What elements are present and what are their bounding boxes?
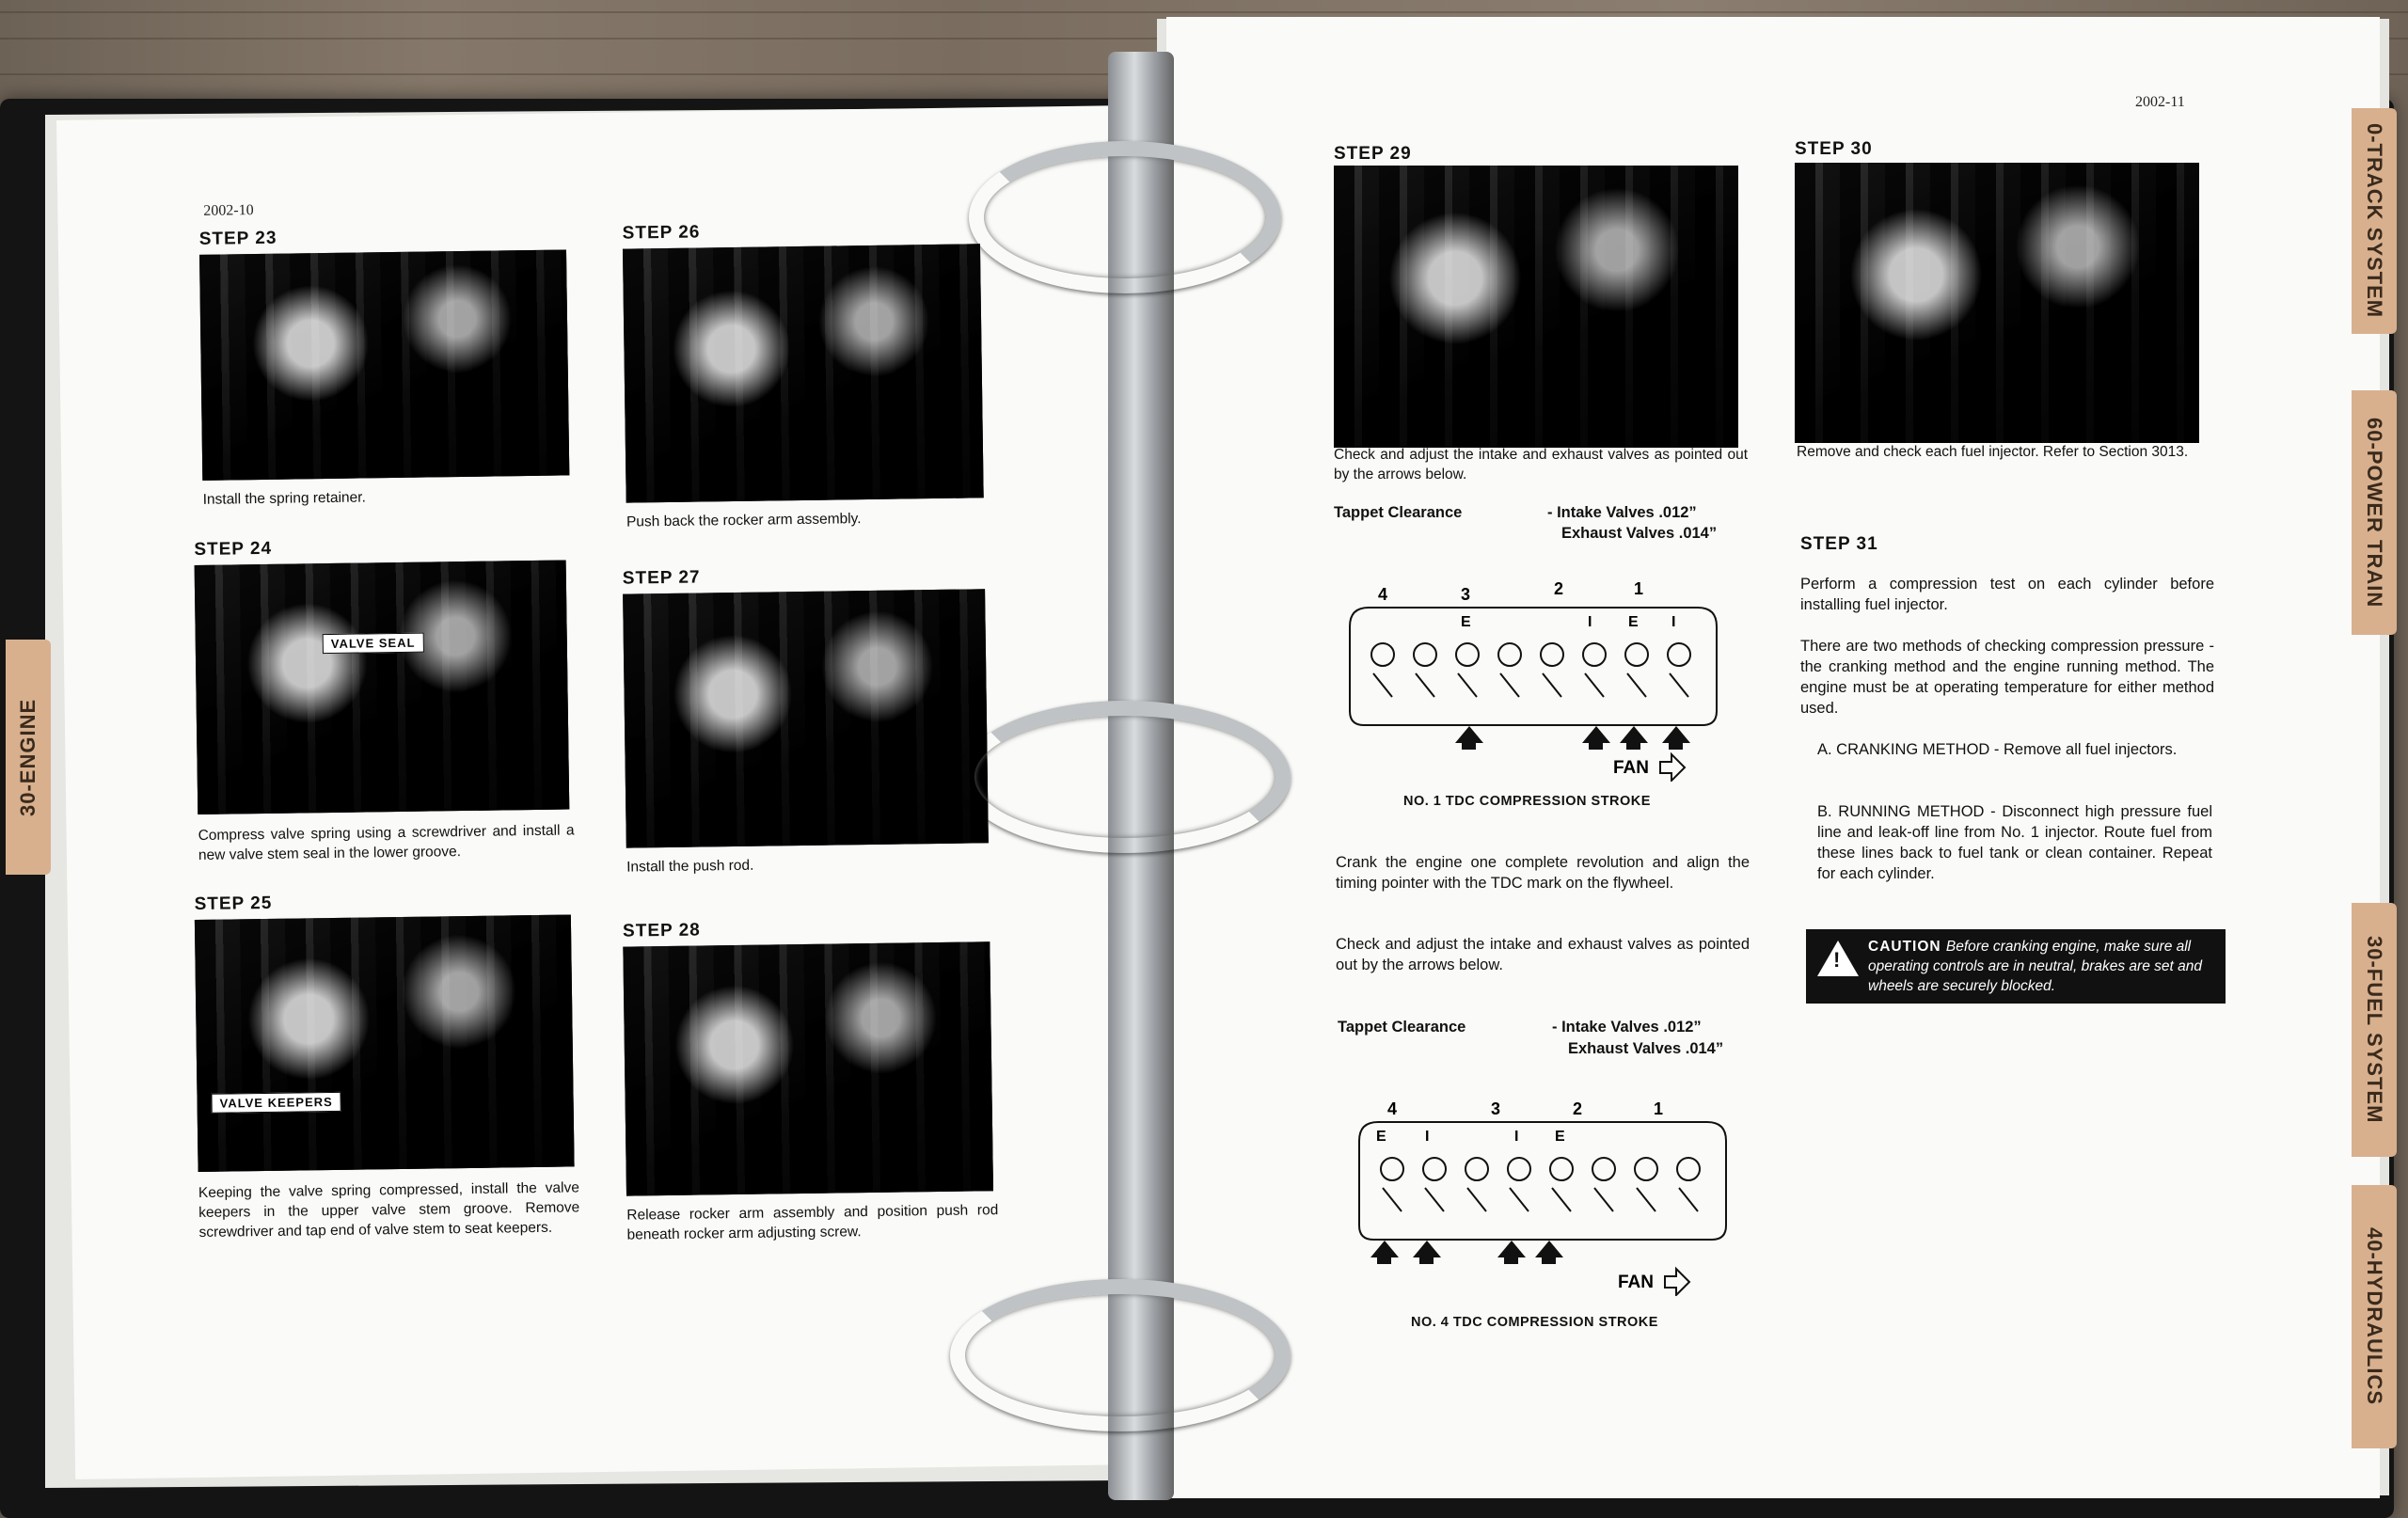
step-28-caption: Release rocker arm assembly and position push rod beneath rocker arm adjusting screw. xyxy=(626,1202,999,1243)
right-page xyxy=(1166,17,2380,1498)
fan-label: FAN xyxy=(1618,1273,1654,1292)
step-30-label: STEP 30 xyxy=(1795,139,1873,159)
intake-clearance-2: - Intake Valves .012” xyxy=(1552,1019,1702,1036)
tab-hydraulics[interactable]: 40-HYDRAULICS xyxy=(2352,1185,2397,1448)
valve-seal-label: VALVE SEAL xyxy=(323,633,424,655)
tab-power-train[interactable]: 60-POWER TRAIN xyxy=(2352,390,2397,635)
tappet-clearance-label-2: Tappet Clearance xyxy=(1338,1019,1466,1036)
diagram-2-caption: NO. 4 TDC COMPRESSION STROKE xyxy=(1411,1315,1658,1330)
step-24-caption: Compress valve spring using a screwdriver and install a new valve stem seal in the lower groove. xyxy=(198,822,575,863)
valve-letter: I xyxy=(1425,1129,1430,1145)
cyl-label: 3 xyxy=(1461,585,1471,604)
valve-letter: E xyxy=(1628,614,1639,630)
caution-box: ! CAUTION Before cranking engine, make sure all operating controls are in neutral, brakes are set and wheels are securely blocked. xyxy=(1806,929,2226,1004)
cyl-label: 1 xyxy=(1654,1099,1664,1118)
valve-letter: E xyxy=(1461,614,1471,630)
tab-track-system[interactable]: 0-TRACK SYSTEM xyxy=(2352,108,2397,334)
step-29-photo xyxy=(1334,166,1738,448)
step-31-label: STEP 31 xyxy=(1800,534,1878,554)
page-number: 2002-11 xyxy=(2135,94,2185,110)
cyl-label: 2 xyxy=(1554,579,1564,598)
tappet-clearance-label: Tappet Clearance xyxy=(1334,504,1463,521)
tab-engine[interactable]: 30-ENGINE xyxy=(6,640,51,875)
step-31-para1: Perform a compression test on each cylinder before installing fuel injector. xyxy=(1800,576,2214,613)
crank-text: Crank the engine one complete revolution and align the timing pointer with the TDC mark on the flywheel. xyxy=(1336,854,1750,892)
cyl-label: 4 xyxy=(1378,585,1388,604)
step-26-photo xyxy=(623,244,984,502)
valve-letter: I xyxy=(1588,614,1592,630)
page-number: 2002-10 xyxy=(203,202,254,219)
valve-diagram-2 xyxy=(1350,1084,1745,1296)
running-method: B. RUNNING METHOD - Disconnect high pressure fuel line and leak-off line from No. 1 injector. Route fuel from these lines back to fuel tank or clean container. Repeat for each cylinder. xyxy=(1817,803,2212,882)
step-23-caption: Install the spring retainer. xyxy=(202,489,366,508)
step-29-label: STEP 29 xyxy=(1334,144,1412,164)
exhaust-clearance-2: Exhaust Valves .014” xyxy=(1568,1040,1724,1057)
cyl-label: 1 xyxy=(1634,579,1644,598)
exhaust-clearance: Exhaust Valves .014” xyxy=(1561,525,1718,542)
step-30-photo xyxy=(1795,163,2199,443)
intake-clearance: - Intake Valves .012” xyxy=(1547,504,1697,521)
step-28-label: STEP 28 xyxy=(622,920,701,941)
step-30-caption: Remove and check each fuel injector. Refer to Section 3013. xyxy=(1797,444,2189,460)
cyl-label: 4 xyxy=(1387,1099,1398,1118)
step-25-photo xyxy=(195,914,575,1172)
step-29-caption: Check and adjust the intake and exhaust valves as pointed out by the arrows below. xyxy=(1334,447,1748,482)
valve-diagram-1 xyxy=(1340,570,1735,782)
step-25-label: STEP 25 xyxy=(194,893,273,915)
step-27-photo xyxy=(623,589,989,847)
step-28-photo xyxy=(623,941,993,1195)
caution-text: Before cranking engine, make sure all operating controls are in neutral, brakes are set and wheels are securely blocked. xyxy=(1868,939,2202,994)
cranking-method: A. CRANKING METHOD - Remove all fuel injectors. xyxy=(1817,741,2178,758)
step-27-caption: Install the push rod. xyxy=(626,857,754,876)
binder-ring-middle xyxy=(959,701,1291,853)
step-24-photo xyxy=(195,560,570,814)
step-24-label: STEP 24 xyxy=(194,538,273,560)
valve-letter: E xyxy=(1376,1129,1386,1145)
valve-letter: I xyxy=(1514,1129,1519,1145)
caution-title: CAUTION xyxy=(1868,939,1946,955)
step-25-caption: Keeping the valve spring compressed, install the valve keepers in the upper valve stem groove. Remove screwdriver and tap end of valve stem to seat keepers. xyxy=(198,1179,580,1241)
tab-fuel-system[interactable]: 30-FUEL SYSTEM xyxy=(2352,903,2397,1157)
diagram-1-caption: NO. 1 TDC COMPRESSION STROKE xyxy=(1403,794,1651,809)
binder-ring-top xyxy=(969,141,1281,293)
step-27-label: STEP 27 xyxy=(622,567,701,589)
step-26-label: STEP 26 xyxy=(622,222,701,244)
fan-label: FAN xyxy=(1613,758,1649,778)
step-31-para2: There are two methods of checking compression pressure - the cranking method and the engine running method. The engine must be at operating temperature for either method used. xyxy=(1800,638,2214,717)
cyl-label: 2 xyxy=(1573,1099,1583,1118)
valve-keepers-label: VALVE KEEPERS xyxy=(211,1092,341,1114)
valve-letter: I xyxy=(1671,614,1676,630)
cyl-label: 3 xyxy=(1491,1099,1501,1118)
step-26-caption: Push back the rocker arm assembly. xyxy=(626,511,862,530)
binder-ring-bottom xyxy=(950,1279,1291,1431)
step-23-label: STEP 23 xyxy=(198,228,277,249)
check-text: Check and adjust the intake and exhaust valves as pointed out by the arrows below. xyxy=(1336,936,1750,973)
step-23-photo xyxy=(199,249,569,480)
valve-letter: E xyxy=(1555,1129,1565,1145)
